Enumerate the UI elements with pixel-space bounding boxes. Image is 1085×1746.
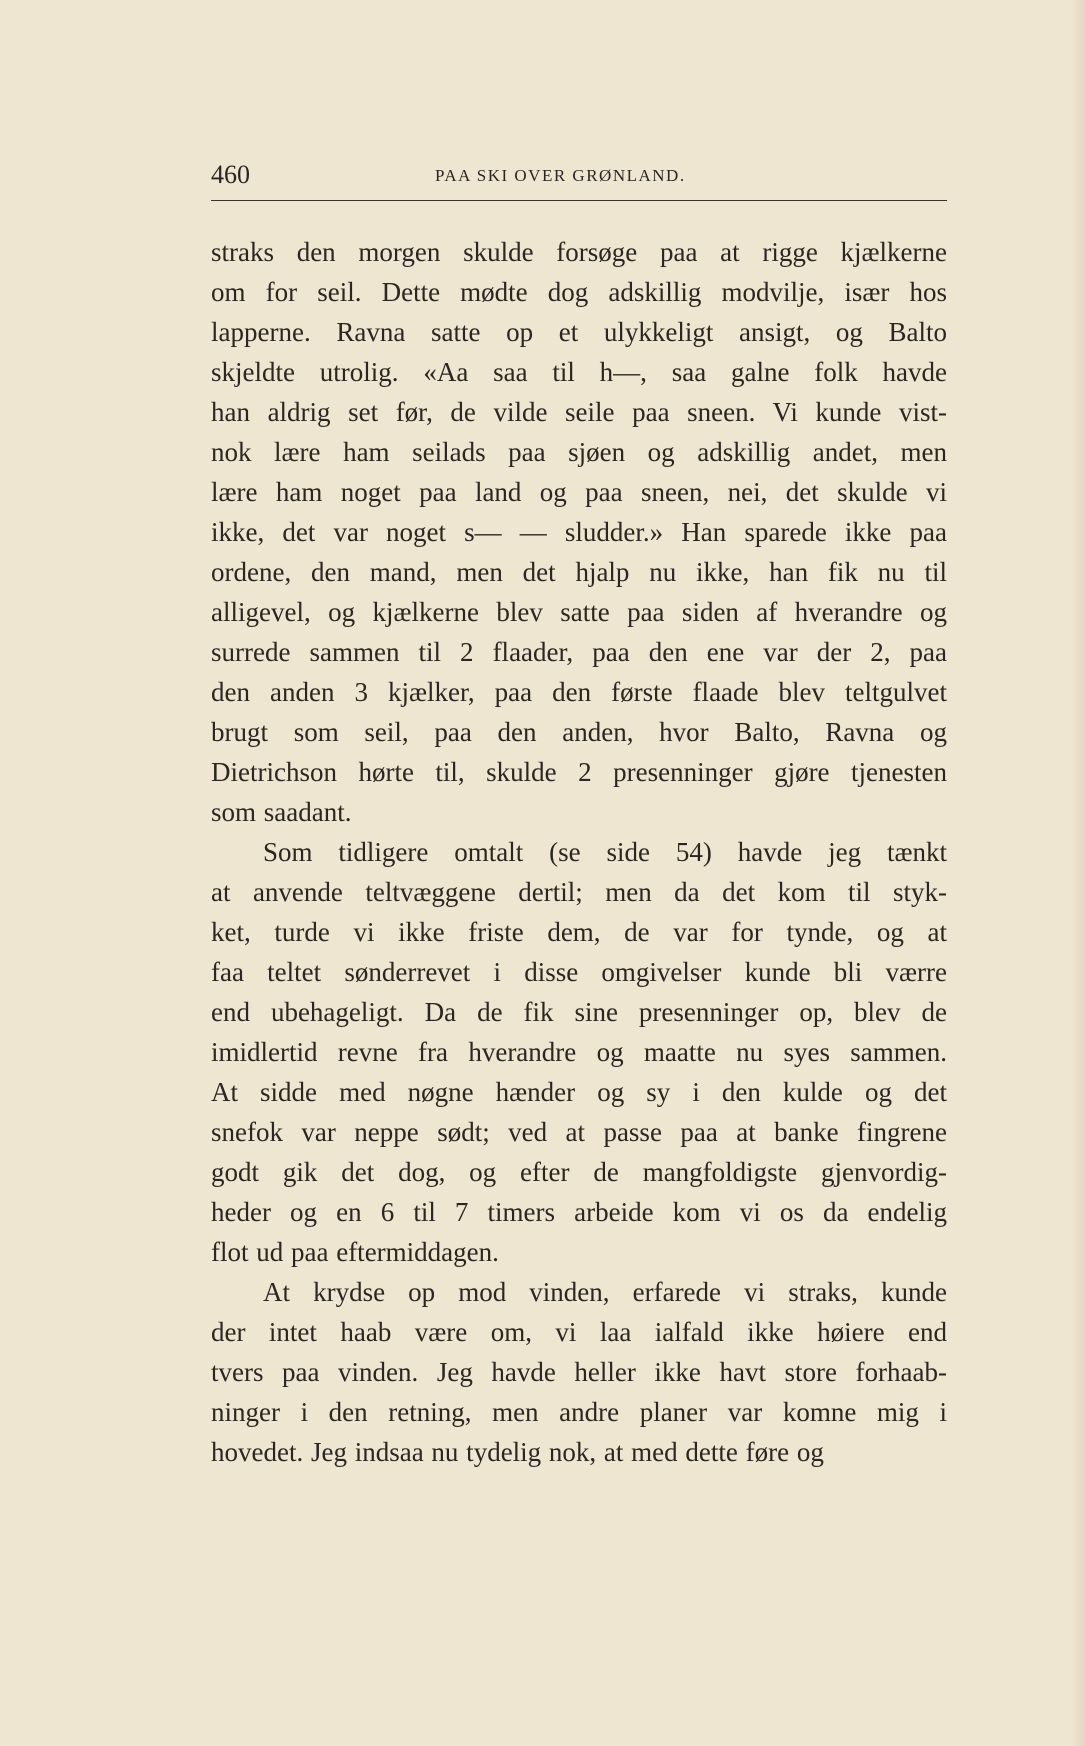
text-line: straks den morgen skulde forsøge paa at rigge kjælkerne bbox=[211, 237, 947, 267]
text-line: den anden 3 kjælker, paa den første flaade blev teltgulvet bbox=[211, 677, 947, 707]
text-line: han aldrig set før, de vilde seile paa sneen. Vi kunde vist- bbox=[211, 397, 947, 427]
body-text bbox=[211, 232, 947, 1472]
text-line: heder og en 6 til 7 timers arbeide kom vi os da endelig bbox=[211, 1197, 947, 1227]
header-rule bbox=[211, 200, 947, 201]
text-line: der intet haab være om, vi laa ialfald ikke høiere end bbox=[211, 1317, 947, 1347]
text-line: ninger i den retning, men andre planer var komne mig i bbox=[211, 1397, 947, 1427]
running-head: PAA SKI OVER GRØNLAND. bbox=[435, 166, 686, 185]
text-line: brugt som seil, paa den anden, hvor Balto, Ravna og bbox=[211, 717, 947, 747]
text-line: alligevel, og kjælkerne blev satte paa siden af hverandre og bbox=[211, 597, 947, 627]
paragraph bbox=[211, 832, 947, 1272]
paragraph bbox=[211, 1272, 947, 1472]
text-line: lapperne. Ravna satte op et ulykkeligt ansigt, og Balto bbox=[211, 317, 947, 347]
text-line: snefok var neppe sødt; ved at passe paa at banke fingrene bbox=[211, 1117, 947, 1147]
text-line: faa teltet sønderrevet i disse omgivelser kunde bli værre bbox=[211, 957, 947, 987]
paragraph bbox=[211, 232, 947, 832]
text-line: surrede sammen til 2 flaader, paa den ene var der 2, paa bbox=[211, 637, 947, 667]
text-line: ket, turde vi ikke friste dem, de var for tynde, og at bbox=[211, 917, 947, 947]
text-line: ikke, det var noget s— — sludder.» Han sparede ikke paa bbox=[211, 517, 947, 547]
text-line: som saadant. bbox=[211, 797, 352, 827]
text-line: lære ham noget paa land og paa sneen, nei, det skulde vi bbox=[211, 477, 947, 507]
text-line: ordene, den mand, men det hjalp nu ikke, han fik nu til bbox=[211, 557, 947, 587]
text-line: end ubehageligt. Da de fik sine presenninger op, blev de bbox=[211, 997, 947, 1027]
text-line: nok lære ham seilads paa sjøen og adskillig andet, men bbox=[211, 437, 947, 467]
page-edge-shadow bbox=[1071, 0, 1085, 1746]
text-line: At sidde med nøgne hænder og sy i den kulde og det bbox=[211, 1077, 947, 1107]
text-line: imidlertid revne fra hverandre og maatte nu syes sammen. bbox=[211, 1037, 947, 1067]
text-line: skjeldte utrolig. «Aa saa til h—, saa galne folk havde bbox=[211, 357, 947, 387]
text-line: Dietrichson hørte til, skulde 2 presenninger gjøre tjenesten bbox=[211, 757, 947, 787]
text-line: godt gik det dog, og efter de mangfoldigste gjenvordig- bbox=[211, 1157, 947, 1187]
text-line: At krydse op mod vinden, erfarede vi straks, kunde bbox=[263, 1277, 947, 1307]
page-number: 460 bbox=[211, 160, 250, 189]
text-line: flot ud paa eftermiddagen. bbox=[211, 1237, 499, 1267]
text-line: hovedet. Jeg indsaa nu tydelig nok, at med dette føre og bbox=[211, 1437, 824, 1467]
text-line: at anvende teltvæggene dertil; men da det kom til styk- bbox=[211, 877, 947, 907]
text-line: tvers paa vinden. Jeg havde heller ikke havt store forhaab- bbox=[211, 1357, 947, 1387]
text-line: om for seil. Dette mødte dog adskillig modvilje, især hos bbox=[211, 277, 947, 307]
text-line: Som tidligere omtalt (se side 54) havde jeg tænkt bbox=[263, 837, 947, 867]
page-header bbox=[211, 160, 947, 202]
